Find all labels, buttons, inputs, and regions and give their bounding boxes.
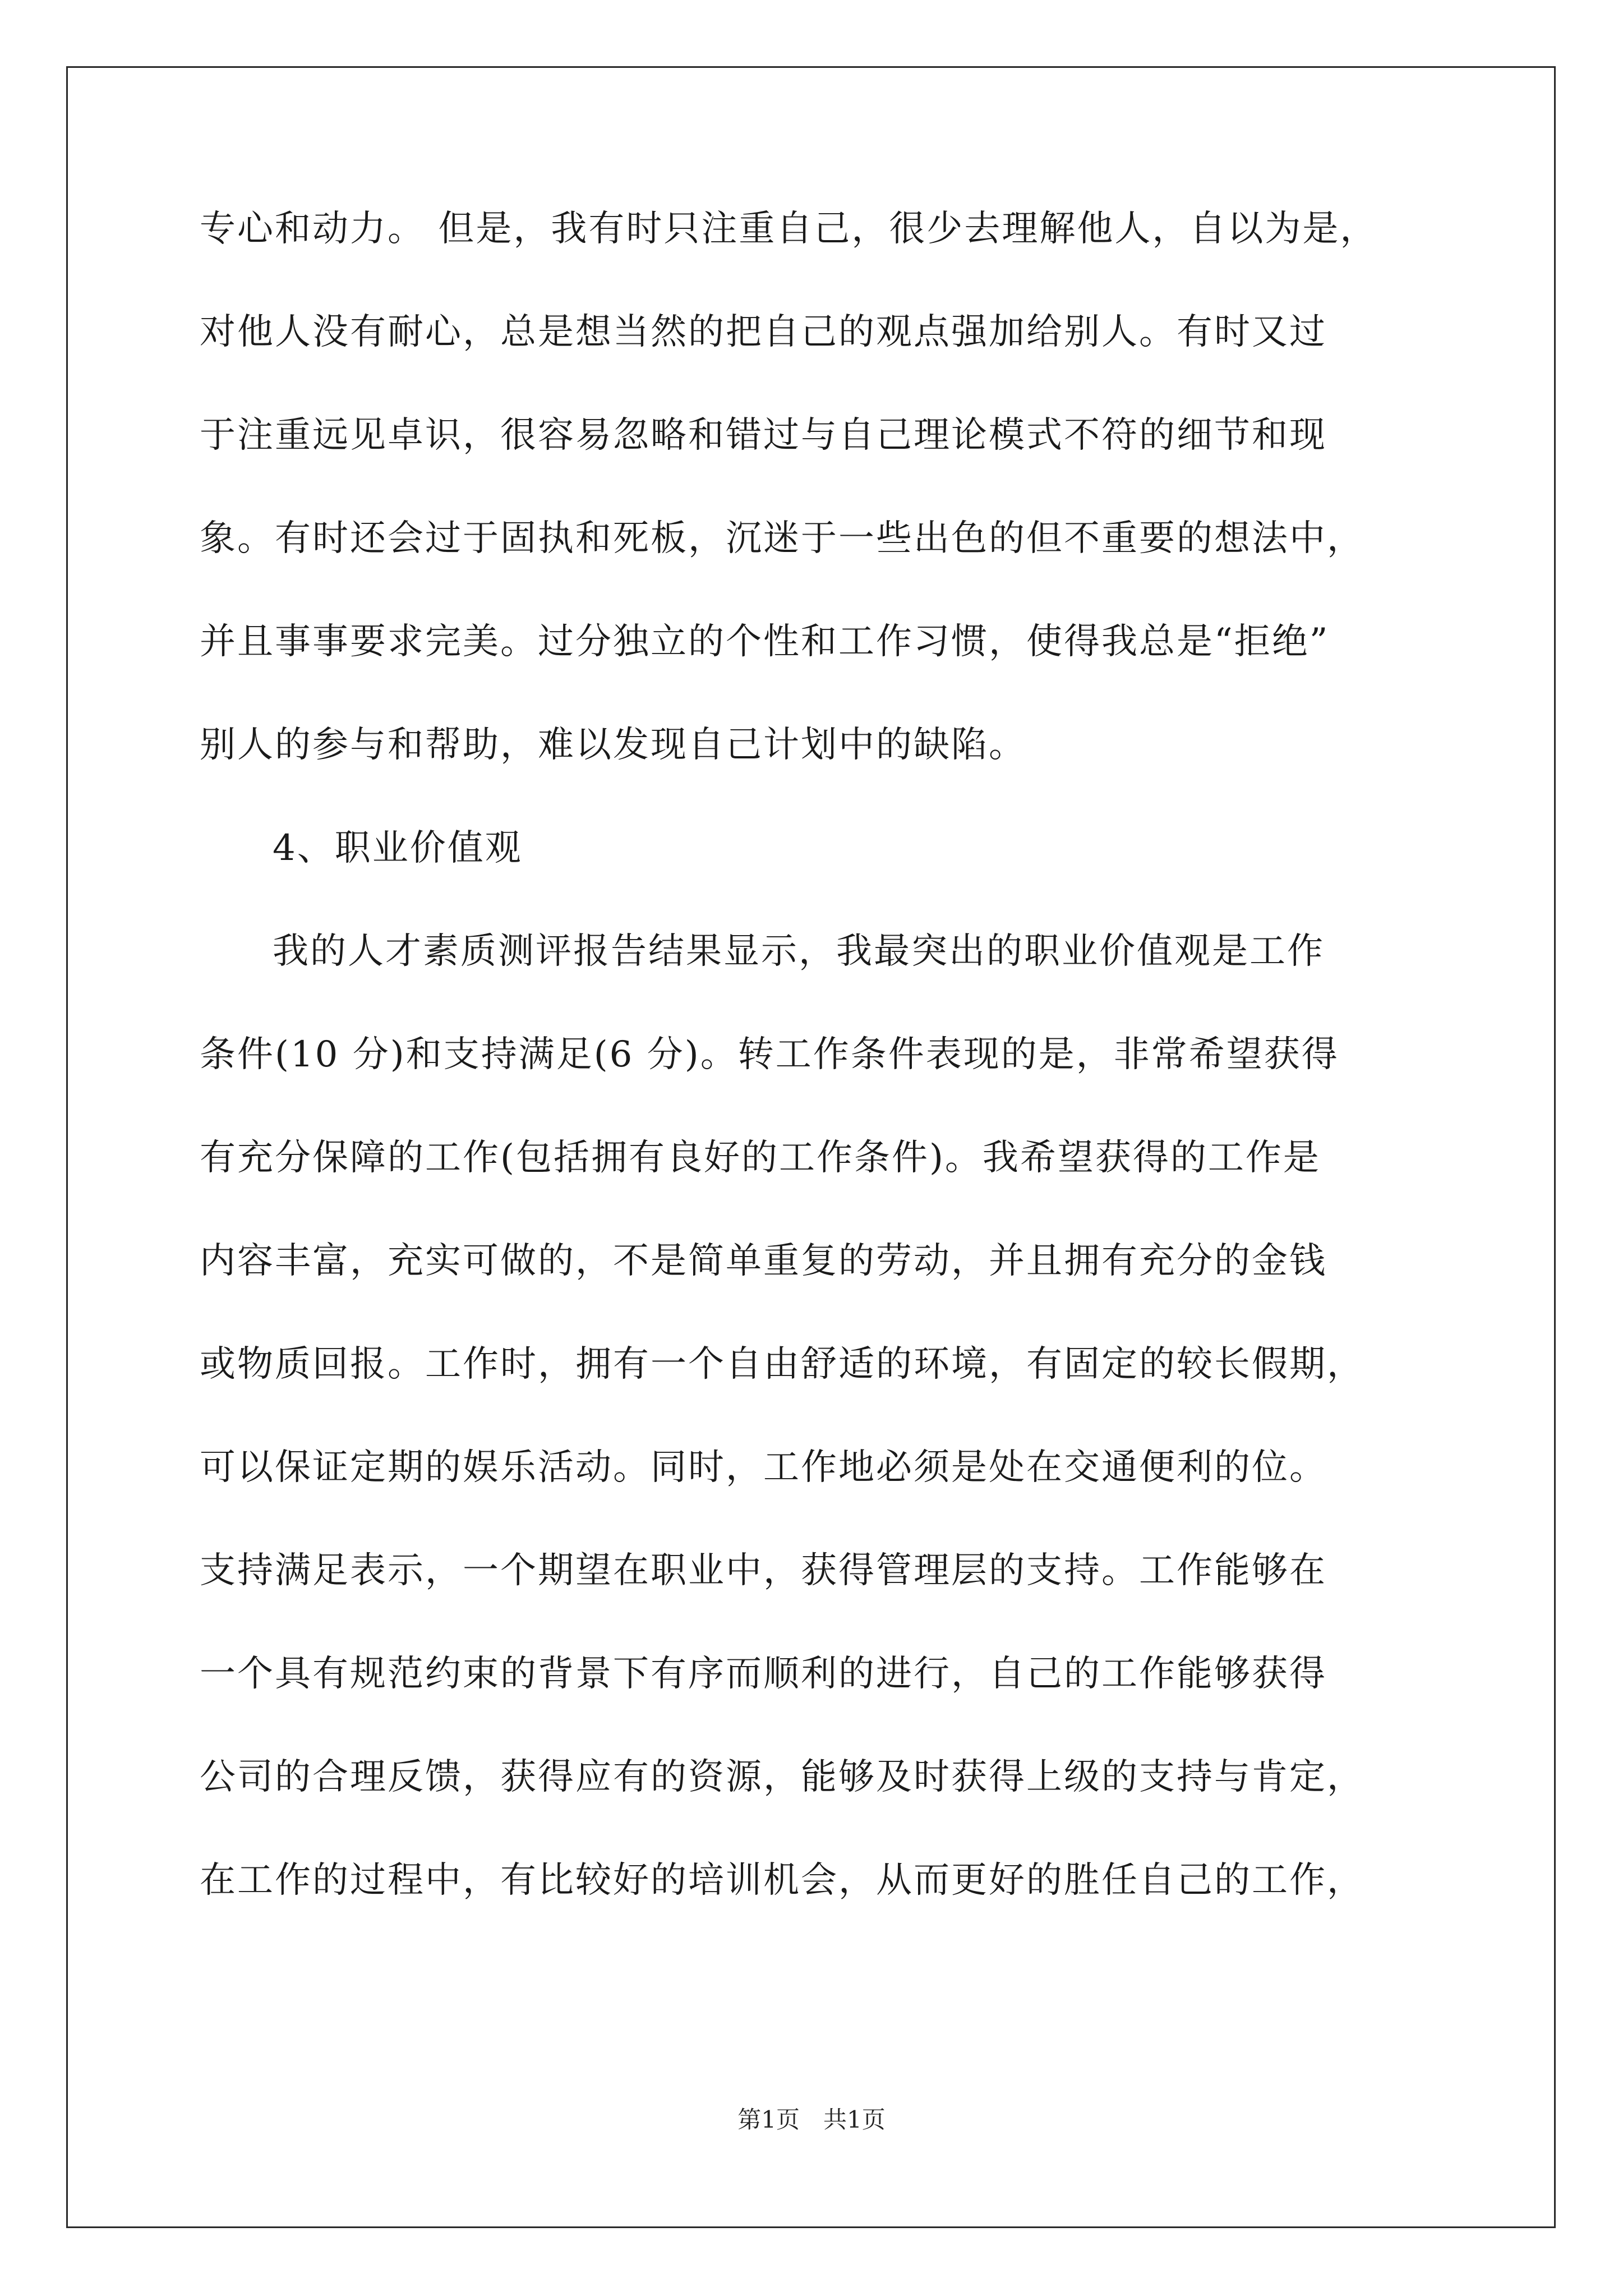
text-line-8: 我的人才素质测评报告结果显示，我最突出的职业价值观是工作 <box>273 931 1325 972</box>
section-heading: 4、职业价值观 <box>273 827 523 869</box>
text-line-2: 对他人没有耐心，总是想当然的把自己的观点强加给别人。有时又过 <box>200 311 1327 353</box>
text-line-12: 或物质回报。工作时，拥有一个自由舒适的环境，有固定的较长假期， <box>200 1343 1364 1385</box>
text-line-3: 于注重远见卓识，很容易忽略和错过与自己理论模式不符的细节和现 <box>200 415 1327 456</box>
text-line-15: 一个具有规范约束的背景下有序而顺利的进行，自己的工作能够获得 <box>200 1653 1327 1695</box>
text-line-16: 公司的合理反馈，获得应有的资源，能够及时获得上级的支持与肯定， <box>200 1756 1364 1798</box>
text-line-1: 专心和动力。 但是，我有时只注重自己，很少去理解他人，自以为是， <box>200 208 1378 250</box>
text-line-5: 并且事事要求完美。过分独立的个性和工作习惯，使得我总是“拒绝” <box>200 621 1330 662</box>
document-body <box>200 208 1433 1966</box>
text-line-9: 条件(10 分)和支持满足(6 分)。转工作条件表现的是，非常希望获得 <box>200 1034 1339 1075</box>
text-line-10: 有充分保障的工作(包括拥有良好的工作条件)。我希望获得的工作是 <box>200 1137 1321 1179</box>
text-line-17: 在工作的过程中，有比较好的培训机会，从而更好的胜任自己的工作， <box>200 1860 1364 1901</box>
text-line-14: 支持满足表示，一个期望在职业中，获得管理层的支持。工作能够在 <box>200 1550 1327 1591</box>
text-line-6: 别人的参与和帮助，难以发现自己计划中的缺陷。 <box>200 724 1026 766</box>
text-line-4: 象。有时还会过于固执和死板，沉迷于一些出色的但不重要的想法中， <box>200 518 1364 559</box>
text-line-11: 内容丰富，充实可做的，不是简单重复的劳动，并且拥有充分的金钱 <box>200 1240 1327 1282</box>
page-footer: 第1页 共1页 <box>737 2106 886 2133</box>
text-line-13: 可以保证定期的娱乐活动。同时，工作地必须是处在交通便利的位。 <box>200 1447 1327 1488</box>
